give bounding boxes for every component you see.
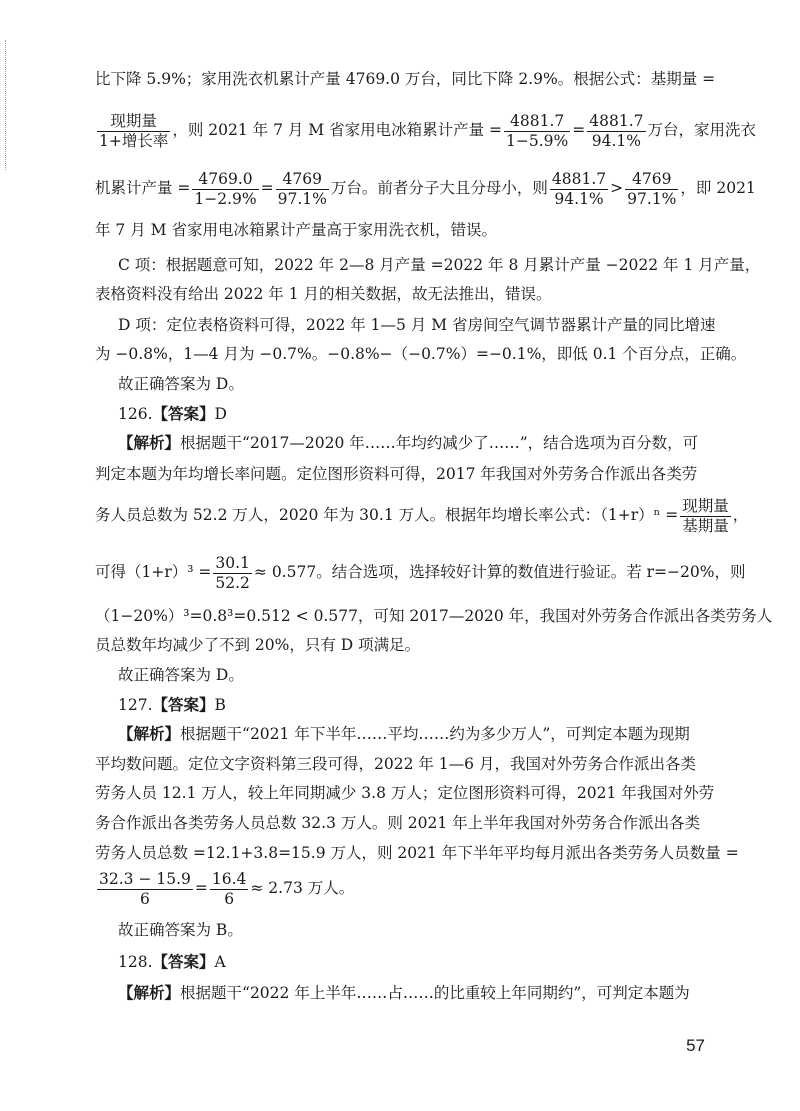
- formula-line: [95, 166, 756, 210]
- text-line: [95, 219, 715, 241]
- text-line: [95, 463, 715, 485]
- answer-tag: 【答案】: [152, 404, 215, 423]
- denominator: 97.1%: [627, 189, 677, 208]
- line-text: 表格资料没有给出 2022 年 1 月的相关数据，故无法推出，错误。: [95, 285, 552, 303]
- text-line: [118, 254, 761, 276]
- line-text: 万台。前者分子大且分母小，则: [330, 179, 548, 197]
- question-number: 128.: [118, 953, 153, 971]
- fraction: [97, 870, 193, 909]
- formula-line: [95, 866, 715, 910]
- line-text: 务人员总数为 52.2 万人，2020 年为 30.1 万人。根据年均增长率公式：（1+r）ⁿ =: [95, 506, 679, 524]
- fraction: [550, 170, 608, 209]
- analysis-tag: 【解析】: [118, 983, 181, 1002]
- line-text: 故正确答案为 B。: [118, 921, 243, 939]
- denominator: 基期量: [682, 516, 729, 535]
- answer-value: D: [214, 405, 227, 423]
- answer-tag: 【答案】: [152, 695, 215, 714]
- line-text: 根据题干“2021 年下半年……平均……约为多少万人”，可判定本题为现期: [180, 725, 690, 743]
- line-text: 万台，家用洗衣: [647, 121, 757, 139]
- denominator: 94.1%: [591, 131, 641, 150]
- text-line: [95, 343, 747, 365]
- greater-than-sign: >: [610, 179, 624, 197]
- text-line: [118, 664, 715, 686]
- numerator: 4769: [276, 170, 329, 190]
- line-text: 根据题干“2017—2020 年……年均约减少了……”，结合选项为百分数，可: [180, 434, 699, 452]
- line-text: 劳务人员 12.1 万人，较上年同期减少 3.8 万人；定位图形资料可得，2021 年我国对外劳: [95, 784, 715, 802]
- line-text: 故正确答案为 D。: [118, 375, 244, 393]
- numerator: 16.4: [211, 869, 247, 888]
- binding-margin-dots: [5, 40, 8, 170]
- line-text: 可得（1+r）³ =: [95, 563, 212, 581]
- line-text: 年 7 月 M 省家用电冰箱累计产量高于家用洗衣机，错误。: [95, 221, 497, 239]
- line-text: ，即 2021: [680, 179, 756, 197]
- formula-line: [95, 550, 746, 594]
- denominator: 97.1%: [277, 189, 327, 208]
- fraction: [587, 112, 645, 151]
- denominator: 6: [140, 889, 150, 908]
- answer-tag: 【答案】: [152, 952, 215, 971]
- line-text: 判定本题为年均增长率问题。定位图形资料可得，2017 年我国对外劳务合作派出各类劳: [95, 465, 698, 483]
- fraction: [276, 170, 329, 209]
- denominator: 94.1%: [554, 189, 604, 208]
- text-line: [118, 314, 715, 336]
- answer-line: [118, 694, 715, 716]
- analysis-tag: 【解析】: [118, 724, 181, 743]
- text-line: [95, 634, 715, 656]
- line-text: （1−20%）³=0.8³=0.512 < 0.577，可知 2017—2020 年，我国对外劳务合作派出各类劳务人: [95, 607, 773, 625]
- numerator: 现期量: [97, 112, 170, 132]
- line-text: 员总数年均减少了不到 20%，只有 D 项满足。: [95, 636, 421, 654]
- equals-sign: =: [194, 879, 208, 897]
- fraction: [213, 554, 252, 593]
- analysis-line: [118, 982, 715, 1004]
- equals-sign: =: [572, 121, 586, 139]
- denominator: 1−5.9%: [506, 131, 569, 150]
- denominator: 1+增长率: [99, 131, 169, 150]
- line-text: 比下降 5.9%；家用洗衣机累计产量 4769.0 万台，同比下降 2.9%。根据公式：基期量 =: [95, 70, 716, 88]
- fraction: [210, 870, 249, 909]
- text-line: [95, 68, 715, 90]
- line-text: 为 −0.8%，1—4 月为 −0.7%。−0.8%−（−0.7%）=−0.1%，即低 0.1 个百分点，正确。: [95, 345, 747, 363]
- denominator: 52.2: [215, 573, 250, 592]
- line-text: 根据题干“2022 年上半年……占……的比重较上年同期约”，可判定本题为: [180, 984, 690, 1002]
- text-line: [95, 782, 715, 804]
- line-text: ≈ 0.577。结合选项，选择较好计算的数值进行验证。若 r=−20%，则: [253, 563, 746, 581]
- line-text: 平均数问题。定位文字资料第三段可得，2022 年 1—6 月，我国对外劳务合作派出各类: [95, 755, 696, 773]
- denominator: 1−2.9%: [194, 189, 257, 208]
- fraction: [192, 170, 258, 209]
- numerator: 4769: [625, 170, 678, 190]
- line-text: ≈ 2.73 万人。: [250, 879, 355, 897]
- answer-value: B: [214, 696, 226, 714]
- answer-value: A: [214, 953, 226, 971]
- answer-line: [118, 951, 715, 973]
- question-number: 127.: [118, 696, 153, 714]
- text-line: [118, 919, 715, 941]
- denominator: 6: [224, 889, 235, 908]
- numerator: 32.3 − 15.9: [99, 869, 191, 888]
- text-line: [118, 373, 715, 395]
- numerator: 4881.7: [504, 112, 570, 132]
- fraction: [625, 170, 678, 209]
- text-line: [95, 283, 715, 305]
- numerator: 现期量: [682, 496, 729, 515]
- text-line: [95, 605, 773, 627]
- line-text: C 项：根据题意可知，2022 年 2—8 月产量 =2022 年 8 月累计产量 −2022 年 1 月产量，: [118, 256, 761, 274]
- numerator: 4881.7: [551, 169, 607, 188]
- line-text: 劳务人员总数 =12.1+3.8=15.9 万人，则 2021 年下半年平均每月派出各类劳务人员数量 =: [95, 844, 739, 862]
- numerator: 30.1: [215, 553, 250, 572]
- line-text: 务合作派出各类劳务人员总数 32.3 万人。则 2021 年上半年我国对外劳务合作派出各类: [95, 814, 701, 832]
- fraction: [680, 497, 731, 536]
- line-text: ，: [732, 506, 749, 524]
- analysis-tag: 【解析】: [118, 433, 181, 452]
- fraction: [504, 112, 570, 151]
- answer-line: [118, 403, 715, 425]
- analysis-line: [118, 723, 715, 745]
- line-text: 机累计产量 =: [95, 179, 191, 197]
- line-text: 故正确答案为 D。: [118, 666, 244, 684]
- fraction: [97, 112, 170, 151]
- numerator: 4881.7: [589, 111, 644, 130]
- numerator: 4769.0: [192, 170, 258, 190]
- line-text: ，则 2021 年 7 月 M 省家用电冰箱累计产量 =: [172, 121, 503, 139]
- text-line: [95, 753, 715, 775]
- analysis-line: [118, 432, 715, 454]
- line-text: D 项：定位表格资料可得，2022 年 1—5 月 M 省房间空气调节器累计产量的同比增速: [118, 316, 716, 334]
- text-line: [95, 812, 715, 834]
- equals-sign: =: [260, 179, 274, 197]
- page-number: 57: [686, 1036, 705, 1055]
- text-line: [95, 842, 739, 864]
- formula-line: [95, 493, 749, 537]
- formula-line: [95, 108, 757, 152]
- question-number: 126.: [118, 405, 153, 423]
